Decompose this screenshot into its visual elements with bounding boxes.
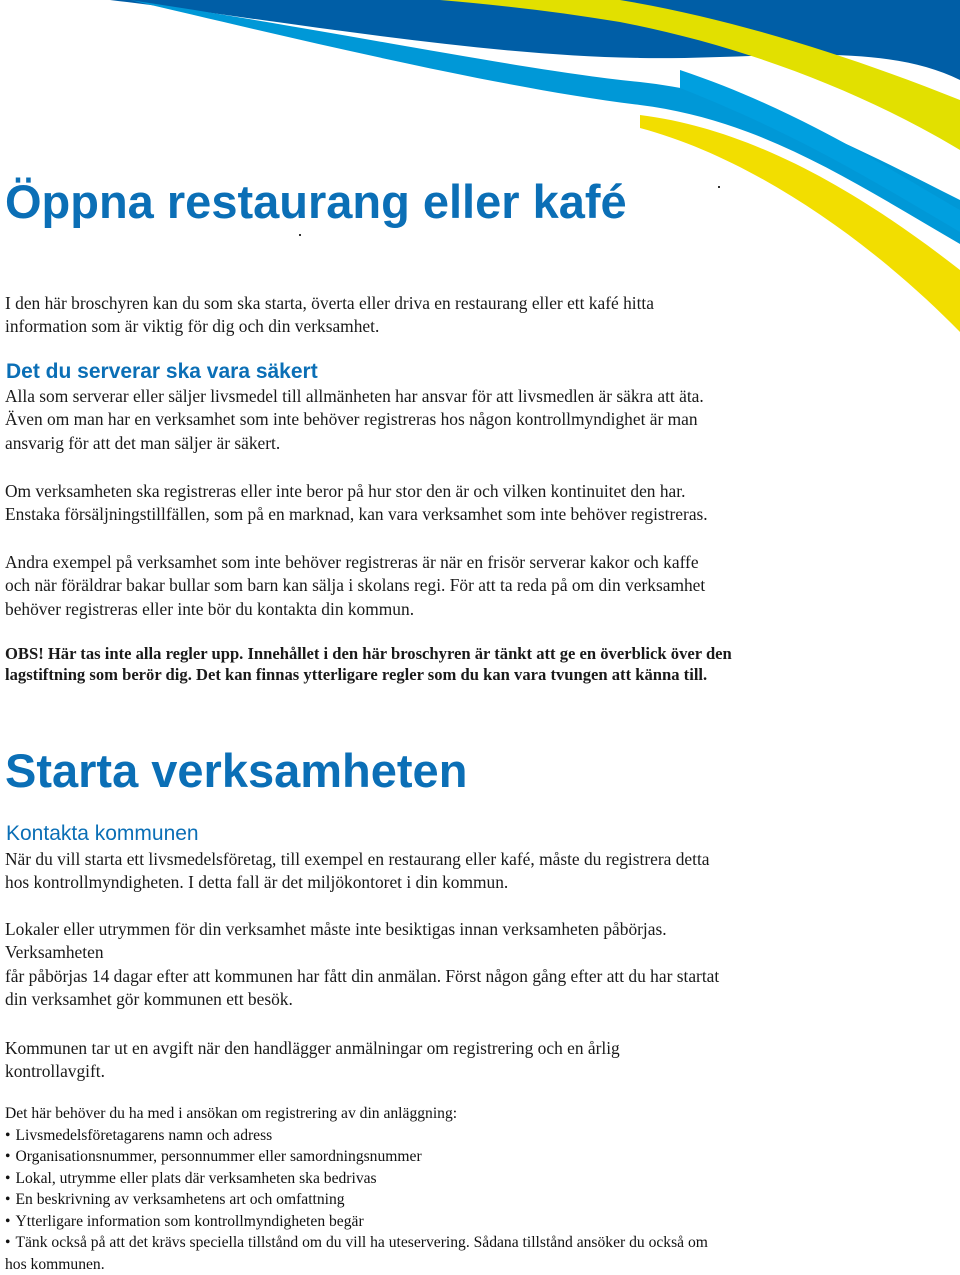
- header-swoosh-graphic: [0, 0, 960, 340]
- bullet-icon: •: [5, 1213, 10, 1230]
- text-line: information som är viktig för dig och din verksamhet.: [5, 315, 855, 338]
- text-line: Alla som serverar eller säljer livsmedel till allmänheten har ansvar för att livsmedlen är säkra att äta.: [5, 385, 855, 408]
- obs-note: [5, 643, 855, 685]
- section-heading-start: Starta verksamheten: [5, 747, 467, 794]
- list-item: [5, 1211, 865, 1233]
- text-line: Andra exempel på verksamhet som inte behöver registreras är när en frisör serverar kakor och kaffe: [5, 551, 855, 574]
- safe-paragraph-3: [5, 551, 855, 621]
- list-item: [5, 1189, 865, 1211]
- text-line: din verksamhet gör kommunen ett besök.: [5, 988, 855, 1011]
- page-title: Öppna restaurang eller kafé: [5, 178, 627, 225]
- list-item-text: Ytterligare information som kontrollmyndigheten begär: [15, 1213, 363, 1230]
- text-line: När du vill starta ett livsmedelsföretag, till exempel en restaurang eller kafé, måste du registrera detta: [5, 848, 855, 871]
- intro-paragraph: [5, 292, 855, 339]
- text-line: Enstaka försäljningstillfällen, som på en marknad, kan vara verksamhet som inte behöver registreras.: [5, 503, 855, 526]
- text-line: och när föräldrar bakar bullar som barn kan sälja i skolans regi. För att ta reda på om din verksamhet: [5, 574, 855, 597]
- section-heading-safe: Det du serverar ska vara säkert: [6, 360, 318, 384]
- bullet-icon: •: [5, 1234, 10, 1251]
- stray-dot: [718, 186, 720, 188]
- text-line: hos kontrollmyndigheten. I detta fall är det miljökontoret i din kommun.: [5, 871, 855, 894]
- requirements-list: [5, 1103, 865, 1275]
- start-paragraph-3: [5, 1037, 855, 1084]
- stray-dot: [299, 234, 301, 236]
- list-item: [5, 1146, 865, 1168]
- list-continuation: hos kommunen.: [5, 1254, 865, 1275]
- bullet-icon: •: [5, 1127, 10, 1144]
- text-line: behöver registreras eller inte bör du kontakta din kommun.: [5, 598, 855, 621]
- bullet-icon: •: [5, 1191, 10, 1208]
- subheading-contact: Kontakta kommunen: [6, 822, 199, 846]
- text-line: kontrollavgift.: [5, 1060, 855, 1083]
- list-item: [5, 1125, 865, 1147]
- list-item: [5, 1232, 865, 1254]
- text-line: Även om man har en verksamhet som inte behöver registreras hos någon kontrollmyndighet är man: [5, 408, 855, 431]
- text-line: lagstiftning som berör dig. Det kan finnas ytterligare regler som du kan vara tvungen att känna till.: [5, 664, 855, 685]
- text-line: Kommunen tar ut en avgift när den handlägger anmälningar om registrering och en årlig: [5, 1037, 855, 1060]
- bullet-icon: •: [5, 1170, 10, 1187]
- list-item-text: En beskrivning av verksamhetens art och omfattning: [15, 1191, 344, 1208]
- text-line: Lokaler eller utrymmen för din verksamhet måste inte besiktigas innan verksamheten påbörjas.: [5, 918, 855, 941]
- text-line: OBS! Här tas inte alla regler upp. Innehållet i den här broschyren är tänkt att ge en överblick över den: [5, 643, 855, 664]
- bullet-icon: •: [5, 1148, 10, 1165]
- text-line: I den här broschyren kan du som ska starta, överta eller driva en restaurang eller ett kafé hitta: [5, 292, 855, 315]
- text-line: får påbörjas 14 dagar efter att kommunen har fått din anmälan. Först någon gång efter att du har startat: [5, 965, 855, 988]
- list-item-text: Organisationsnummer, personnummer eller samordningsnummer: [15, 1148, 421, 1165]
- list-intro: Det här behöver du ha med i ansökan om registrering av din anläggning:: [5, 1103, 865, 1125]
- list-item-text: Tänk också på att det krävs speciella tillstånd om du vill ha uteservering. Sådana tillstånd ansöker du också om: [15, 1234, 707, 1251]
- start-paragraph-2: [5, 918, 855, 1012]
- start-paragraph-1: [5, 848, 855, 895]
- safe-paragraph-2: [5, 480, 855, 527]
- list-item-text: Livsmedelsföretagarens namn och adress: [15, 1127, 272, 1144]
- text-line: ansvarig för att det man säljer är säkert.: [5, 432, 855, 455]
- list-item: [5, 1168, 865, 1190]
- text-line: Verksamheten: [5, 941, 855, 964]
- safe-paragraph-1: [5, 385, 855, 455]
- list-item-text: Lokal, utrymme eller plats där verksamheten ska bedrivas: [15, 1170, 376, 1187]
- text-line: Om verksamheten ska registreras eller inte beror på hur stor den är och vilken kontinuitet den har.: [5, 480, 855, 503]
